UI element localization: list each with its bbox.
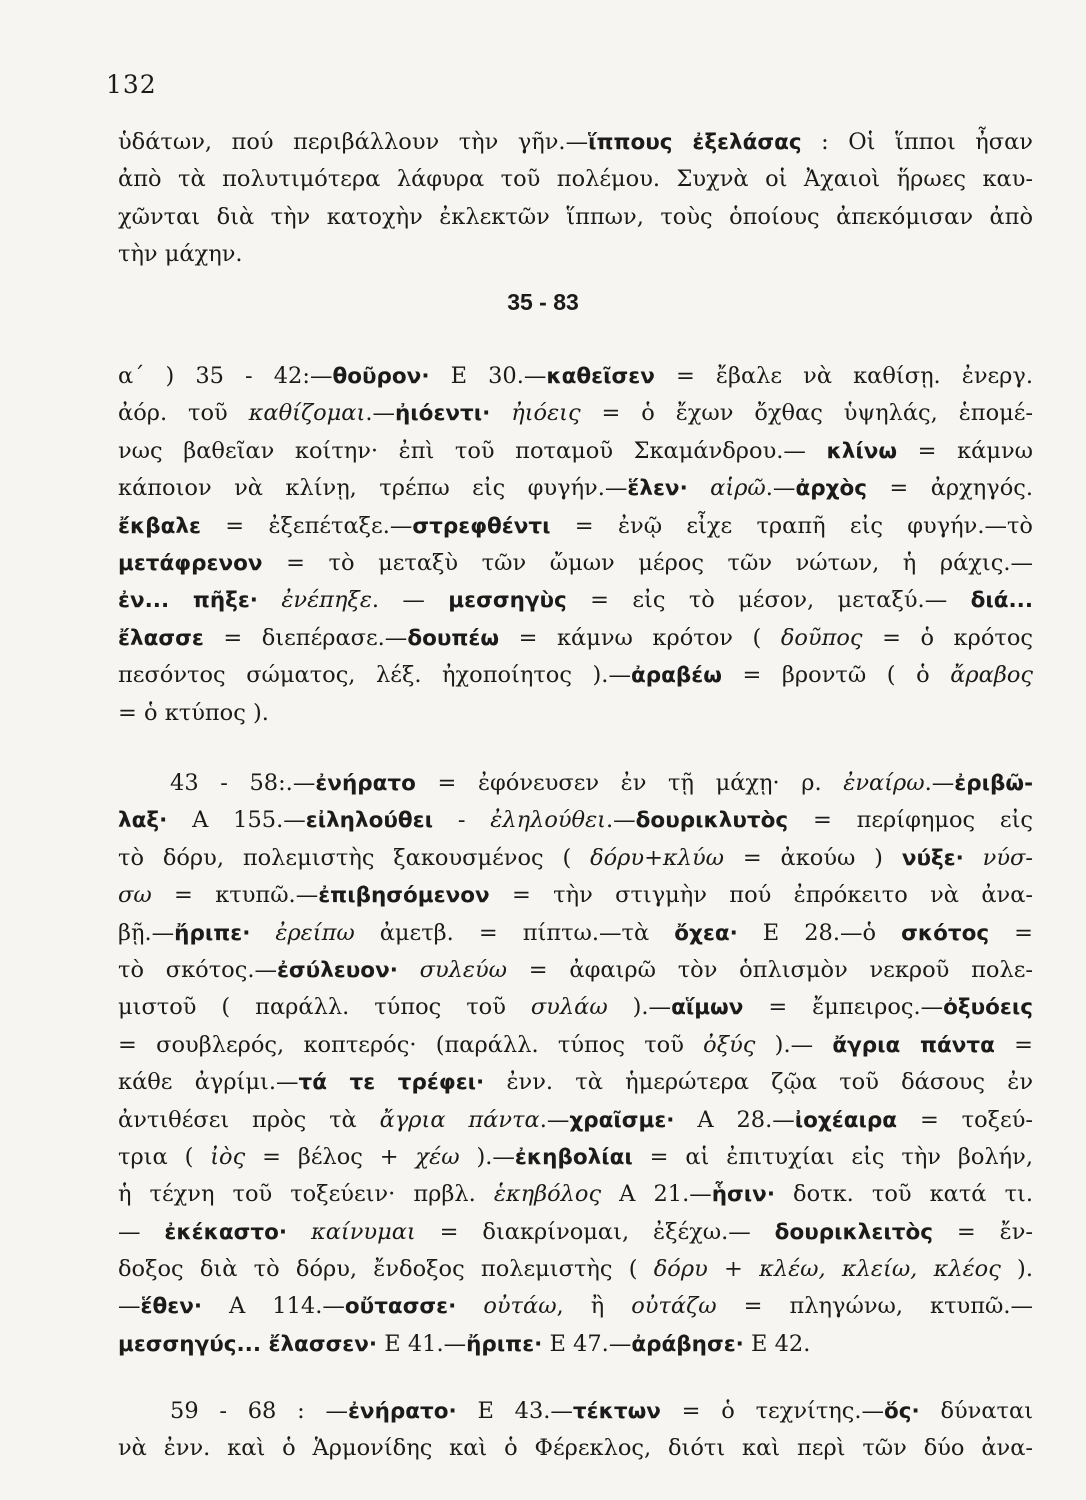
body-text: = αἱ ἐπιτυχίαι εἰς τὴν βολήν, (632, 1143, 1033, 1170)
italic-text: χέω (415, 1143, 460, 1170)
headword: ἕλεν· (627, 476, 688, 502)
body-text: 59 - 68 : — (170, 1398, 348, 1424)
body-text: .— (606, 807, 636, 834)
body-text: ὑδάτων, πού περιβάλλουν τὴν γῆν.— (118, 129, 589, 155)
text-line (118, 695, 1033, 732)
text-line (118, 1102, 1033, 1139)
text-line (118, 1251, 1033, 1288)
headword: ἐνήρατο· (347, 1399, 457, 1424)
body-text: ).— (607, 994, 672, 1021)
headword: ἀραβέω (630, 663, 722, 689)
italic-text: ἰὸς (210, 1143, 246, 1170)
text-line (118, 433, 1033, 470)
body-text: = ὁ κρότος (862, 624, 1033, 651)
headword: ἐκηβολίαι (514, 1144, 633, 1170)
body-text: .— (924, 770, 955, 796)
italic-text: σω (118, 882, 152, 909)
text-line (118, 395, 1033, 432)
headword: ἠιόεντι· (394, 401, 491, 427)
body-text: .— (765, 475, 796, 502)
text-line (118, 877, 1033, 914)
headword: ἵππους ἐξελάσας (588, 130, 802, 155)
headword: ἐν... πῆξε· (118, 588, 258, 614)
headword: καθεῖσεν (546, 364, 655, 389)
body-text: = ἔμπειρος.— (743, 994, 944, 1021)
headword: ἄγρια πάντα (832, 1032, 995, 1058)
body-text: - (433, 807, 491, 834)
headword: δουρικλειτὸς (774, 1219, 933, 1245)
body-text: .— (539, 1106, 570, 1133)
body-text: = (989, 919, 1033, 946)
text-line (118, 802, 1033, 839)
text-line (118, 508, 1033, 545)
body-text: = ἐξεπέταξε.— (200, 512, 413, 539)
italic-text: ὀξύς (703, 1031, 756, 1058)
headword: ἐσύλευον· (276, 957, 398, 983)
italic-text: οὐτάω (456, 1293, 557, 1320)
body-text: = ὁ τεχνίτης.— (660, 1398, 885, 1424)
body-text: νως βαθεῖαν κοίτην· ἐπὶ τοῦ ποταμοῦ Σκαμάνδρου.— (118, 437, 827, 464)
body-text: , ἢ (556, 1293, 632, 1320)
headword: σκότος (901, 920, 990, 946)
text-line (118, 1326, 1033, 1363)
text-line (118, 124, 1033, 161)
body-text: = κάμνω (897, 437, 1033, 464)
headword: νύξε· (901, 845, 964, 871)
text-line (118, 1288, 1033, 1325)
body-text: κάθε ἀγρίμι.— (118, 1069, 299, 1096)
headword: ἐριβῶ- (954, 771, 1033, 796)
body-text: Α 28.— (674, 1106, 795, 1133)
body-text: πεσόντος σώματος, λέξ. ἠχοποίητος ).— (118, 662, 631, 689)
headword: ἀράβησε· (631, 1331, 744, 1357)
body-text: ). (1000, 1256, 1033, 1283)
body-text: = ἐνῷ εἶχε τραπῆ εἰς φυγήν.—τὸ (550, 512, 1033, 539)
text-line (118, 1027, 1033, 1064)
paragraph-59-68 (118, 1393, 1033, 1468)
body-text: : Οἱ ἵπποι ἦσαν (801, 129, 1033, 155)
body-text: Ε 30.— (429, 363, 547, 389)
headword: ἧσιν· (711, 1182, 775, 1208)
body-text: Ε 43.— (456, 1398, 573, 1424)
body-text: Ε 47.— (542, 1330, 632, 1357)
body-text: = σουβλερός, κοπτερός· (παράλλ. τύπος τοῦ (118, 1031, 704, 1058)
headword: χραῖσμε· (569, 1107, 675, 1133)
body-text: = εἰς τὸ μέσον, μεταξύ.— (566, 587, 971, 614)
text-line (118, 582, 1033, 619)
headword: αἵμων (671, 995, 744, 1021)
body-text: .— (365, 400, 395, 427)
headword: διά... (970, 588, 1033, 614)
headword: μεσσηγὺς (448, 588, 567, 614)
headword: μετάφρενον (118, 550, 263, 576)
italic-text: καθίζομαι (248, 400, 366, 427)
headword: μεσσηγύς... ἔλασσεν· (118, 1331, 378, 1357)
headword: ἐκέκαστο· (164, 1219, 288, 1245)
body-text: Ε 42. (743, 1330, 811, 1357)
body-text: = ὁ κτύπος ). (118, 699, 269, 726)
italic-text: νύσ- (963, 844, 1033, 871)
body-text: χῶνται διὰ τὴν κατοχὴν ἐκλεκτῶν ἵππων, τοὺς ὁποίους ἀπεκόμισαν ἀπὸ (118, 203, 1033, 230)
body-text: = ἔβαλε νὰ καθίσῃ. ἐνεργ. (654, 363, 1033, 389)
body-text: = διεπέρασε.— (203, 624, 408, 651)
body-text: Ε 41.— (377, 1330, 467, 1357)
body-text: ἡ τέχνη τοῦ τοξεύειν· πρβλ. (118, 1181, 494, 1208)
body-text: = κτυπῶ.— (151, 882, 319, 909)
body-text: νὰ ἐνν. καὶ ὁ Ἁρμονίδης καὶ ὁ Φέρεκλος, διότι καὶ περὶ τῶν δύο ἀνα- (118, 1435, 1033, 1462)
text-line (118, 1064, 1033, 1101)
italic-text: ἄγρια πάντα (379, 1106, 540, 1133)
body-text: Α 21.— (601, 1181, 712, 1208)
italic-text: οὐτάζω (631, 1293, 717, 1320)
body-text: = τὴν στιγμὴν πού ἐπρόκειτο νὰ ἀνα- (489, 882, 1033, 909)
text-line (118, 915, 1033, 952)
body-text: βῇ.— (118, 919, 175, 946)
headword: στρεφθέντι (412, 513, 551, 539)
body-text: Α 155.— (167, 807, 306, 834)
headword: τέκτων (572, 1399, 661, 1424)
body-text: ).— (459, 1143, 515, 1170)
text-line (118, 236, 1033, 273)
body-text: = ὁ ἔχων ὄχθας ὑψηλάς, ἑπομέ- (580, 400, 1033, 427)
body-text: δοτκ. τοῦ κατά τι. (775, 1181, 1033, 1208)
text-line (118, 1176, 1033, 1213)
italic-text: ἐνέπηξε (257, 587, 372, 614)
body-text: ἀντιθέσει πρὸς τὰ (118, 1106, 380, 1133)
text-line (118, 952, 1033, 989)
italic-text: συλεύω (397, 956, 508, 983)
italic-text: καίνυμαι (287, 1218, 416, 1245)
body-text: = ἀφαιρῶ τὸν ὁπλισμὸν νεκροῦ πολε- (507, 956, 1033, 983)
text-line (118, 470, 1033, 507)
body-text: τὸ δόρυ, πολεμιστὴς ξακουσμένος ( (118, 844, 591, 871)
body-text: κάποιον νὰ κλίνῃ, τρέπω εἰς φυγήν.— (118, 475, 628, 502)
body-text: ἀόρ. τοῦ (118, 400, 249, 427)
headword: ἔλασσε (118, 625, 204, 651)
body-text: = διακρίνομαι, ἐξέχω.— (415, 1218, 775, 1245)
body-text: τὸ σκότος.— (118, 956, 277, 983)
paragraph-43-58 (118, 765, 1033, 1363)
headword: ἤριπε· (466, 1331, 543, 1357)
body-text: = κάμνω κρότον ( (499, 624, 781, 651)
body-text: = ἔν- (932, 1218, 1033, 1245)
body-text: = ἀκούω ) (723, 844, 902, 871)
headword: ὀξυόεις (943, 995, 1033, 1021)
body-text: = βροντῶ ( ὁ (721, 662, 951, 689)
headword: ὅς· (884, 1399, 920, 1424)
headword: δουπέω (407, 625, 500, 651)
body-text: = βέλος + (245, 1143, 416, 1170)
body-text: . — (371, 587, 449, 614)
text-line (118, 657, 1033, 694)
body-text: = πληγώνω, κτυπῶ.— (716, 1293, 1033, 1320)
body-text: = ἐφόνευσεν ἐν τῇ μάχῃ· ρ. (415, 770, 844, 796)
headword: ἕθεν· (140, 1294, 203, 1320)
headword: θοῦρον· (332, 364, 430, 389)
headword: δουρικλυτὸς (635, 808, 789, 834)
headword: κλίνω (826, 438, 898, 464)
italic-text: ἠιόεις (490, 400, 581, 427)
headword: οὔτασσε· (344, 1294, 457, 1320)
body-text: α΄ ) 35 - 42:— (118, 363, 333, 389)
paragraph-intro (118, 124, 1033, 274)
headword: ἐνήρατο (315, 771, 416, 796)
headword: εἰληλούθει (305, 808, 434, 834)
paragraph-35-42 (118, 358, 1033, 732)
headword: τά τε τρέφει· (298, 1070, 485, 1096)
italic-text: δόρυ + κλέω, κλείω, κλέος (653, 1256, 1001, 1283)
body-text: = (994, 1031, 1033, 1058)
italic-text: ἐληλούθει (490, 807, 606, 834)
italic-text: συλάω (530, 994, 608, 1021)
section-heading: 35 - 83 (507, 289, 579, 315)
body-text: = περίφημος εἰς (788, 807, 1033, 834)
text-line (118, 161, 1033, 198)
body-text: ).— (755, 1031, 833, 1058)
headword: ἐπιβησόμενον (318, 883, 490, 909)
headword: λαξ· (118, 808, 168, 834)
italic-text: ἑκηβόλος (493, 1181, 602, 1208)
italic-text: ἐρείπω (250, 919, 355, 946)
text-line (118, 1393, 1033, 1430)
body-text: = ἀρχηγός. (866, 475, 1033, 502)
text-line (118, 1214, 1033, 1251)
italic-text: ἄραβος (950, 662, 1033, 689)
italic-text: δόρυ+κλύω (590, 844, 724, 871)
page-number: 132 (106, 70, 157, 99)
text-line (118, 1430, 1033, 1467)
text-line (118, 545, 1033, 582)
headword: ὄχεα· (674, 920, 738, 946)
headword: ἰοχέαιρα (794, 1107, 898, 1133)
body-text: ἀμετβ. = πίπτω.—τὰ (354, 919, 675, 946)
body-text: Ε 28.—ὁ (737, 919, 902, 946)
body-text: 43 - 58:.— (170, 770, 316, 796)
body-text: = τοξεύ- (897, 1106, 1033, 1133)
italic-text: ἐναίρω (843, 770, 925, 796)
body-text: τρια ( (118, 1143, 211, 1170)
text-line (118, 765, 1033, 802)
headword: ἤριπε· (174, 920, 251, 946)
body-text: δοξος διὰ τὸ δόρυ, ἔνδοξος πολεμιστὴς ( (118, 1256, 654, 1283)
body-text: μιστοῦ ( παράλλ. τύπος τοῦ (118, 994, 531, 1021)
body-text: τὴν μάχην. (118, 241, 243, 268)
text-line (118, 840, 1033, 877)
body-text: ἐνν. τὰ ἡμερώτερα ζῷα τοῦ δάσους ἐν (484, 1069, 1033, 1096)
text-line (118, 1139, 1033, 1176)
italic-text: δοῦπος (780, 624, 863, 651)
body-text: — (118, 1293, 141, 1320)
text-line (118, 620, 1033, 657)
body-text: ἀπὸ τὰ πολυτιμότερα λάφυρα τοῦ πολέμου. Συχνὰ οἱ Ἀχαιοὶ ἥρωες καυ- (118, 166, 1033, 193)
text-line (118, 358, 1033, 395)
body-text: = τὸ μεταξὺ τῶν ὤμων μέρος τῶν νώτων, ἡ ράχις.— (262, 549, 1033, 576)
headword: ἀρχὸς (795, 476, 867, 502)
body-text: Α 114.— (202, 1293, 345, 1320)
italic-text: αἱρῶ (687, 475, 766, 502)
body-text: — (118, 1218, 165, 1245)
body-text: δύναται (919, 1398, 1033, 1424)
headword: ἔκβαλε (118, 513, 201, 539)
text-line (118, 989, 1033, 1026)
text-line (118, 199, 1033, 236)
